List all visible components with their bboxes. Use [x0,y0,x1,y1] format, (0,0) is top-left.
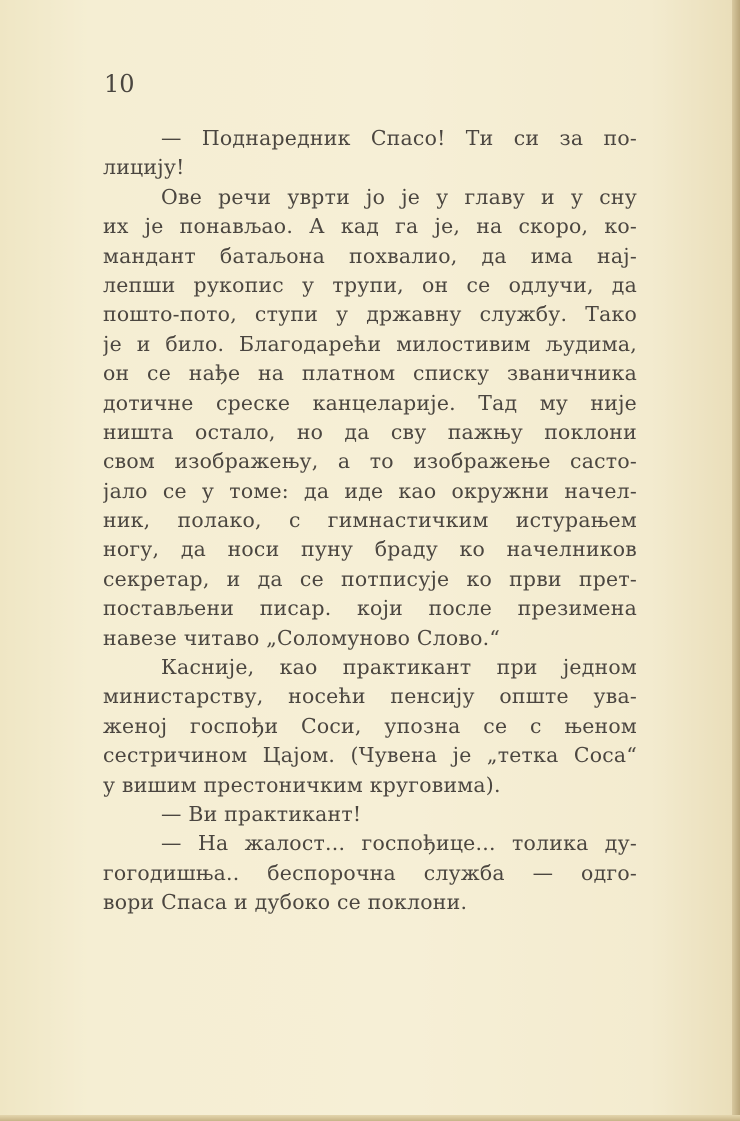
text-line: — Ви практикант! [161,801,362,826]
text-line: сестричином Цајом. (Чувена је „тетка Соса“ [103,743,637,768]
text-line: дотичне среске канцеларије. Тад му није [103,390,637,415]
text-line: је и било. Благодарећи милостивим људима, [103,331,637,356]
text-line: свом изображењу, а то изображење састо- [103,449,637,474]
text-line: вори Спаса и дубоко се поклони. [103,890,468,915]
text-line: их је понављао. А кад га је, на скоро, ко- [103,214,637,239]
text-line: — На жалост... госпођице... толика ду- [161,831,637,856]
page-number: 10 [104,70,135,98]
text-line: секретар, и да се потписује ко први прет- [103,566,637,591]
body-text [103,124,637,918]
text-line: постављени писар. који после презимена [103,596,637,621]
text-line: ништа остало, но да сву пажњу поклони [103,419,637,444]
text-line: ник, полако, с гимнастичким истурањем [103,508,637,533]
text-line: он се нађе на платном списку званичника [103,361,637,386]
text-line: ногу, да носи пуну браду ко начелников [103,537,637,562]
text-line: Ове речи уврти јо је у главу и у сну [161,184,637,209]
text-line: Касније, као практикант при једном [161,655,637,680]
text-line: лицију! [103,155,185,180]
text-line: гогодишња.. беспорочна служба — одго- [103,860,637,885]
text-line: пошто-пото, ступи у државну службу. Тако [103,302,637,327]
text-line: мандант батаљона похвалио, да има нај- [103,243,637,268]
text-line: навезе читаво „Соломуново Слово.“ [103,625,501,650]
text-line: јало се у томе: да иде као окружни начел- [103,478,637,503]
page-right-edge [732,0,740,1121]
page-bottom-edge [0,1115,740,1121]
text-line: лепши рукопис у трупи, он се одлучи, да [103,272,637,297]
text-line: министарству, носећи пенсију опште ува- [103,684,637,709]
text-line: женој госпођи Соси, упозна се с њеном [103,713,637,738]
text-line: у вишим престоничким круговима). [103,772,501,797]
text-line: — Поднаредник Спасо! Ти си за по- [161,126,637,150]
